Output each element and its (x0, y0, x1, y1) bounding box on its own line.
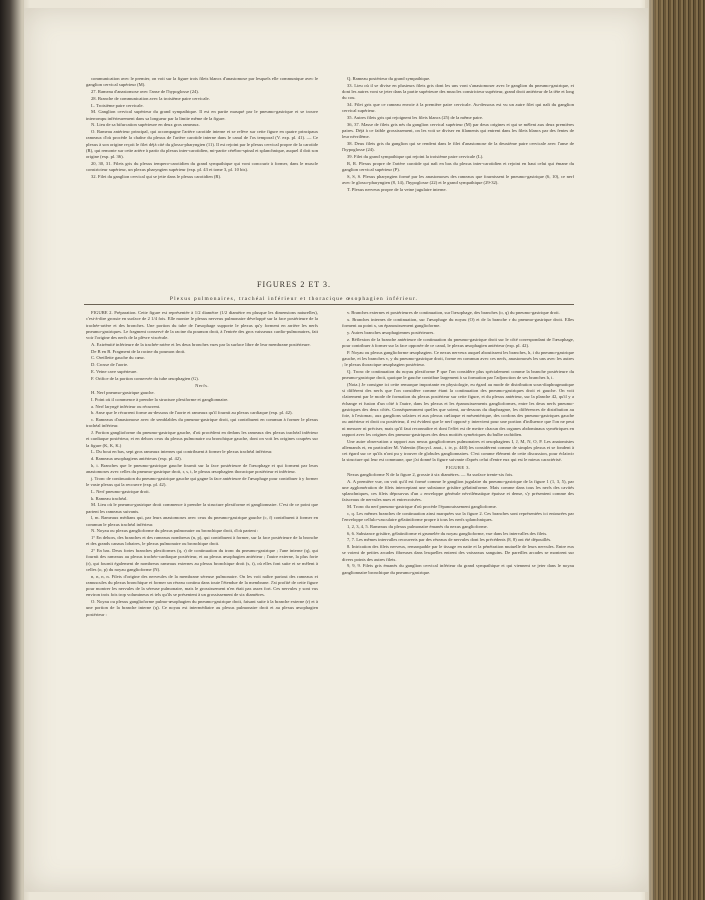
paragraph: b. Anse que le récurrent forme au-dessous de l'aorte et rameaux qu'il fournit au plexus cardiaque (exp. pl. 42). (91, 410, 293, 416)
paragraph: L. Troisième paire cervicale. (91, 102, 144, 108)
paragraph: 36, 37. Masse de filets gris nés du ganglion cervical supérieur (M) par deux origines et qui se mêlent aux deux premières paires. Déjà à ce faible grossissement, on les voit se diviser en filaments qui entrent dans les filets blancs par des fentes de leur névrilème. (342, 121, 574, 140)
paragraph: a. Nerf laryngé inférieur ou récurrent. (91, 403, 161, 409)
paragraph: 2° En bas. Deux fortes branches plexiformes (q, r) de continuation du tronc du pneumo-gastrique ; l'une interne (q), qui fournit des rameaux au plexus trachéo-cardiaque postérieur, et au plexus œsophagien antérieur ; l'autre externe, la plus forte (r), qui fournit également de nombreux rameaux externes au plexus bronchique droit (s, t), où elles font suite et se mêlent à celles (o, p) du noyau ganglioforme (N). (86, 548, 318, 572)
paragraph: z. Réflexion de la branche antérieure de continuation du pneumo-gastrique droit sur le côté correspondant de l'œsophage, pour contribuer à former sur la face opposée de ce canal, le plexus œsophagien antérieur (exp. pl. 42). (342, 336, 574, 348)
section-rule (84, 304, 574, 305)
paragraph: 20, 30, 31. Filets gris du plexus tempero-carotidien du grand sympathique qui vont concourir à former, dans le muscle constricteur supérieur, un plexus pharyngien supérieur (exp. pl. 43 et tome 3, pl. 10 bis). (86, 160, 318, 172)
paragraph: L. Nerf pneumo-gastrique droit. (91, 488, 150, 494)
paragraph: A. Extrémité inférieure de la trachée-artère et les deux bronches vues par la surface libre de leur membrane postérieure. (91, 341, 311, 347)
figures-title: FIGURES 2 ET 3. (257, 280, 331, 289)
paragraph: 1° En dehors, des branches et des rameaux nombreux (n, p), qui contribuent à former, sur la face postérieure de la bronche et des grands canaux lobaires, le plexus pulmonaire ou bronchique droit. (86, 535, 318, 547)
paragraph: c, q. Les mêmes branches de continuation ainsi marquées sur la figure 2. Ces branches sont représentées ici entourées par l'enveloppe cellulo-vasculaire gélatiniforme propre à tous les nerfs splanchniques. (342, 510, 574, 522)
paragraph: 34. Filet gris que ce rameau envoie à la première paire cervicale. Au-dessous est vu un autre filet qui naît du ganglion cervical supérieur. (342, 102, 574, 114)
paragraph: 8. Intrication des filets nerveux, remarquable par le tissage en natte et la pénétration mutuelle de leurs nervules. Entre eux se voient de petites arcades fibreuses dans lesquelles entrent des vaisseaux sanguins. De pareilles arcades se montrent sur divers points des autres filets. (342, 544, 574, 562)
paragraph: Nerfs. (195, 382, 209, 388)
paragraph: 7, 7. Les mêmes intervalles recouverts par des réseaux de nervules dont les précédents (8, 8) ont été dépouillés. (347, 537, 552, 543)
paragraph: 9, 9, 9. Filets gris émanés du ganglion cervical inférieur du grand sympathique et qui viennent se jeter dans le noyau ganglionnaire bronchique du pneumo-gastrique. (342, 563, 574, 575)
left-column-main (86, 310, 318, 830)
paragraph: D. Crosse de l'aorte. (91, 362, 129, 367)
paragraph: 33. Lieu où il se divise en plusieurs filets gris dont les uns vont s'anastomoser avec le ganglion du pneumo-gastrique, et dont les autres vont se jeter dans la partie supérieure des muscles constricteur supérieur, grand droit antérieur de la tête et long du cou. (342, 82, 574, 101)
paragraph: k. Rameau trachéal. (91, 495, 128, 501)
paragraph: Une autre observation a rapport aux nexus ganglioformes pulmonaires et œsophagiens I, J, M, N, O, P. Les anatomistes allemands et, en particulier M. Valentin (Encycl. anat., t. iv, p. 440) les considèrent comme de simples plexus et se fondent à cet égard sur ce qu'ils n'ont pu y trouver de globules ganglionnaires. C'est comme élément de cette discussion, pour éclaircir la structure qui leur est commune, que j'ai donné la figure suivante d'après celui d'entre eux qui est le mieux caractérisé. (342, 438, 574, 463)
paragraph: A. A première vue, on voit qu'il est formé comme le ganglion jugulaire du pneumo-gastrique de la figure 1 (1, 3, 5), par une agglomération de filets interceptant une substance grisâtre gélatiniforme. Mais comme dans tous les nerfs des cavités splanchniques, ces filets dépourvus d'un « enveloppe générale névrilématique épaisse et dense, s'y présentent comme des faisceaux de nervules nues et entrecroisées. (342, 478, 574, 503)
paragraph: J. Portion ganglioforme du pneumo-gastrique gauche, d'où procèdent en dedans les rameaux des plexus trachéal inférieur et cardiaque postérieur, et en dehors ceux du plexus pulmonaire ou bronchique gauche, dont on voit les origines coupées sur la figure (K, K, K.) (86, 430, 318, 448)
paragraph: N. Lieu de sa bifurcation supérieure en deux gros rameaux. (91, 122, 200, 128)
paragraph: 27. Rameau d'anastomose avec l'anse de l'hypoglosse (24). (91, 89, 199, 94)
paragraph: H. Nerf pneumo-gastrique gauche. (91, 390, 155, 395)
paragraph: T. Plexus nerveux propre de la veine jugulaire interne. (347, 186, 447, 192)
paragraph: (Nota.) Je consigne ici cette remarque importante en physiologie, eu égard au mode de distribution sous-diaphragmatique si différent des nerfs que l'on considère comme étant la continuation des pneumo-gastriques droit et gauche. On voit clairement par le mode de formation du plexus postérieur sur cette figure, et du plexus antérieur, sur la planche 42, qu'il y a échange et fusion d'un côté à l'autre, dans les plexus et les épanouissements ganglioformes, entre les deux nerfs pneumo-gastriques des deux côtés. Conséquemment quelles que soient, au-dessous du diaphragme, les différences de distribution au foie, à l'estomac, aux ganglions solaires et aux plexus cœliaque et mésentérique, des cordons des pneumo-gastriques gauche ou antérieur et droit ou postérieur, il est évident que le nerf opposé y intervient pour une portion d'influence que l'on ne peut ni mesurer ni préciser, mais qu'il faut reconnaître et dont l'effet est de mettre chacun des organes abdominaux symétriques en rapport avec les origines des pneumo-gastriques des deux moitiés symétriques du bulbe rachidien. (342, 381, 574, 437)
paragraph: x. Branches internes de continuation, sur l'œsophage du noyau (O) et de la branche r du pneumo-gastrique droit. Elles forment au point x, un épanouissement ganglioforme. (342, 316, 574, 328)
page (24, 8, 648, 892)
paragraph: v. Branches externes et postérieures de continuation, sur l'œsophage, des branches (o, q) du pneumo-gastrique droit. (347, 310, 560, 315)
paragraph: c. Rameaux d'anastomose avec de semblables du pneumo-gastrique droit, qui contribuent en commun à former le plexus trachéal inférieur. (86, 417, 318, 429)
paragraph: Nexus ganglioforme N de la figure 2, grossie à six diamètres. — Sa surface trente-six fois. (347, 471, 514, 477)
right-column-top (342, 76, 574, 266)
paragraph: 38. Deux filets gris du ganglion qui se rendent dans le filet d'anastomose de la deuxième paire cervicale avec l'anse de l'hypoglosse (24). (342, 141, 574, 153)
paragraph: 1, 2, 3, 4, 5. Rameaux du plexus pulmonaire émanés du nexus ganglioforme. (347, 523, 488, 529)
paragraph: S, S, S. Plexus pharyngien formé par les anastomoses des rameaux que fournissent le pneumo-gastrique (6, 10), ce nerf avec le glosso-pharyngien (8, 14), l'hypoglosse (22) et le grand sympathique (29-32). (342, 173, 574, 185)
paragraph: j. Tronc de continuation du pneumo-gastrique gauche qui gagne la face antérieure de l'œsophage pour contribuer à y former le vaste plexus qui la recouvre (exp. pl. 42). (86, 475, 318, 487)
spine-shadow (645, 0, 705, 900)
paragraph: y. Autres branches œsophagiennes postérieures. (347, 329, 435, 335)
paragraph: 32. Filet du ganglion cervical qui se jette dans le plexus carotidien (R). (91, 173, 222, 179)
paragraph: Q. Tronc de continuation du noyau plexiforme P que l'on considère plus spécialement comme la branche postérieure du pneumo-gastrique droit, quoique le gauche contribue largement à sa formation par l'adjonction de ses branches h, i. (342, 368, 574, 380)
paragraph: De B en B. Fragment de la racine du poumon droit. (91, 348, 186, 354)
paragraph: 39. Filet du grand sympathique qui rejoint la troisième paire cervicale (L). (347, 154, 484, 159)
paragraph: Q. Rameau postérieur du grand sympathique. (347, 76, 431, 81)
paragraph: l, m. Rameaux médians qui, par leurs anastomoses avec ceux du pneumo-gastrique gauche (c, f) contribuent à former en commun le plexus trachéal inférieur. (86, 515, 318, 527)
paragraph: R, R. Plexus propre de l'artère carotide qui naît en bas du plexus inter-carotidien et rejoint en haut celui qui émane du ganglion cervical supérieur (P). (342, 160, 574, 172)
paragraph: 6, 6. Substance grisâtre, gélatiniforme et grumelée du noyau ganglioforme, vue dans les intervalles des filets. (347, 530, 548, 536)
paragraph: 35. Autres filets gris qui rejoignent les filets blancs (25) de la même paire. (347, 115, 484, 120)
left-column-top (86, 76, 318, 266)
paragraph: L. Du bout en bas, sept gros rameaux internes qui contribuent à former le plexus trachéal inférieur. (91, 449, 273, 455)
paragraph: FIGURE 3. (445, 464, 471, 470)
paragraph: I. Point où il commence à prendre la structure plexiforme et ganglionnaire. (91, 396, 229, 402)
paragraph: h, i. Branches que le pneumo-gastrique gauche fournit sur la face postérieure de l'œsophage et qui forment par leurs anastomoses avec celles du pneumo-gastrique droit, r, s, t, le plexus œsophagien thoracique postérieur et inférieur. (86, 462, 318, 474)
paragraph: P. Noyau ou plexus ganglioforme œsophagien. Ce nexus nerveux auquel aboutissent les branches, h, i du pneumo-gastrique gauche, et les branches v, y du pneumo-gastrique droit, forme en commun avec ces nerfs, anastomosés les uns avec les autres ; le plexus thoracique œsophagien postérieur. (342, 349, 574, 367)
paragraph: N. Noyau ou plexus ganglioforme du plexus pulmonaire ou bronchique droit, d'où partent : (91, 528, 259, 534)
paragraph: M. Tronc du nerf pneumo-gastrique d'où procède l'épanouissement ganglioforme. (347, 504, 497, 509)
paragraph: n, n, n, n. Filets d'origine des nerveules de la membrane séreuse pulmonaire. On les voit naître partout des rameaux et ramuscules du plexus bronchique et former un réseau continu dans toute l'étendue de la membrane. J'ai profité de cette figure pour montrer les nervules de la séreuse pulmonaire, mais le grossissement n'en était pas assez fort. Ces nervules y sont vus environ trois fois trop volumineux et tels qu'ils se présentent à un grossissement de six diamètres. (86, 573, 318, 598)
section-title: Plexus pulmonaires, trachéal inférieur et thoracique œsophagien inférieur. (169, 296, 419, 302)
right-column-main (342, 310, 574, 830)
left-page-edge (0, 0, 24, 900)
paragraph: E. Veine cave supérieure. (91, 368, 138, 374)
paragraph: 28. Branche de communication avec la troisième paire cervicale. (91, 95, 210, 101)
paragraph: F. Orifice de la portion conservée du tube œsophagien (G). (91, 375, 199, 381)
paragraph: O. Rameau antérieur principal, qui accompagne l'artère carotide interne et se relève sur cette figure en quatre principaux rameaux d'où procède la chaîne du plexus de l'artère carotide interne dans le canal de l'os temporal (V. exp. pl. 41). — Ce plexus à son origine reçoit le filet déjà cité du glosso-pharyngien (11). Il est rejoint par le plexus cervical propre de la carotide (R), qui remonte sur cette artère à partir du plexus inter-carotidien, mi-partie cérébro-spinal et splanchnique, auquel il doit son origine (exp. pl. 36). (86, 129, 318, 159)
paragraph: d. Rameaux œsophagiens antérieurs (exp. pl. 42). (91, 456, 182, 461)
paragraph: FIGURE 2. Préparation. Cette figure est représentée à 1/2 diamètre (1/2 diamètre en plusque les dimensions naturelles), c'est-à-dire grossie en surface de 2 1/4 fois. Elle montre le plexus nerveux pulmonaire développé sur la face postérieure de la trachée-artère et des bronches. Une portion du tube de l'œsophage supporte le plexus qu'y forment en arrière les nerfs pneumo-gastriques. Le fragment conservé de la racine du poumon droit, à l'entrée des gros vaisseaux cardio-pulmonaires, fait voir l'origine des nerfs de la plèvre viscérale. (86, 310, 318, 340)
paragraph: O. Noyau ou plexus ganglioforme pulmo-œsophagien du pneumo-gastrique droit, faisant suite à la branche externe (r) et à une portion de la branche interne (q). Ce noyau est intermédiaire au plexus pulmonaire droit et au plexus œsophagien postérieur : (86, 599, 318, 617)
paragraph: M. Lieu où le pneumo-gastrique droit commence à prendre la structure plexiforme et ganglionnaire. C'est de ce point que partent les rameaux suivants. (86, 502, 318, 514)
paragraph: M. Ganglion cervical supérieur du grand sympathique. Il est en partie masqué par le pneumo-gastrique et se trouve interrompu inférieurement dans sa longueur par la limite même de la figure. (86, 109, 318, 121)
paragraph: C. Oreillette gauche du cœur. (91, 355, 145, 361)
paragraph: communication avec le premier, on voit sur la figure trois filets blancs d'anastomose par lesquels elle communique avec le ganglion cervical supérieur (M). (86, 76, 318, 88)
